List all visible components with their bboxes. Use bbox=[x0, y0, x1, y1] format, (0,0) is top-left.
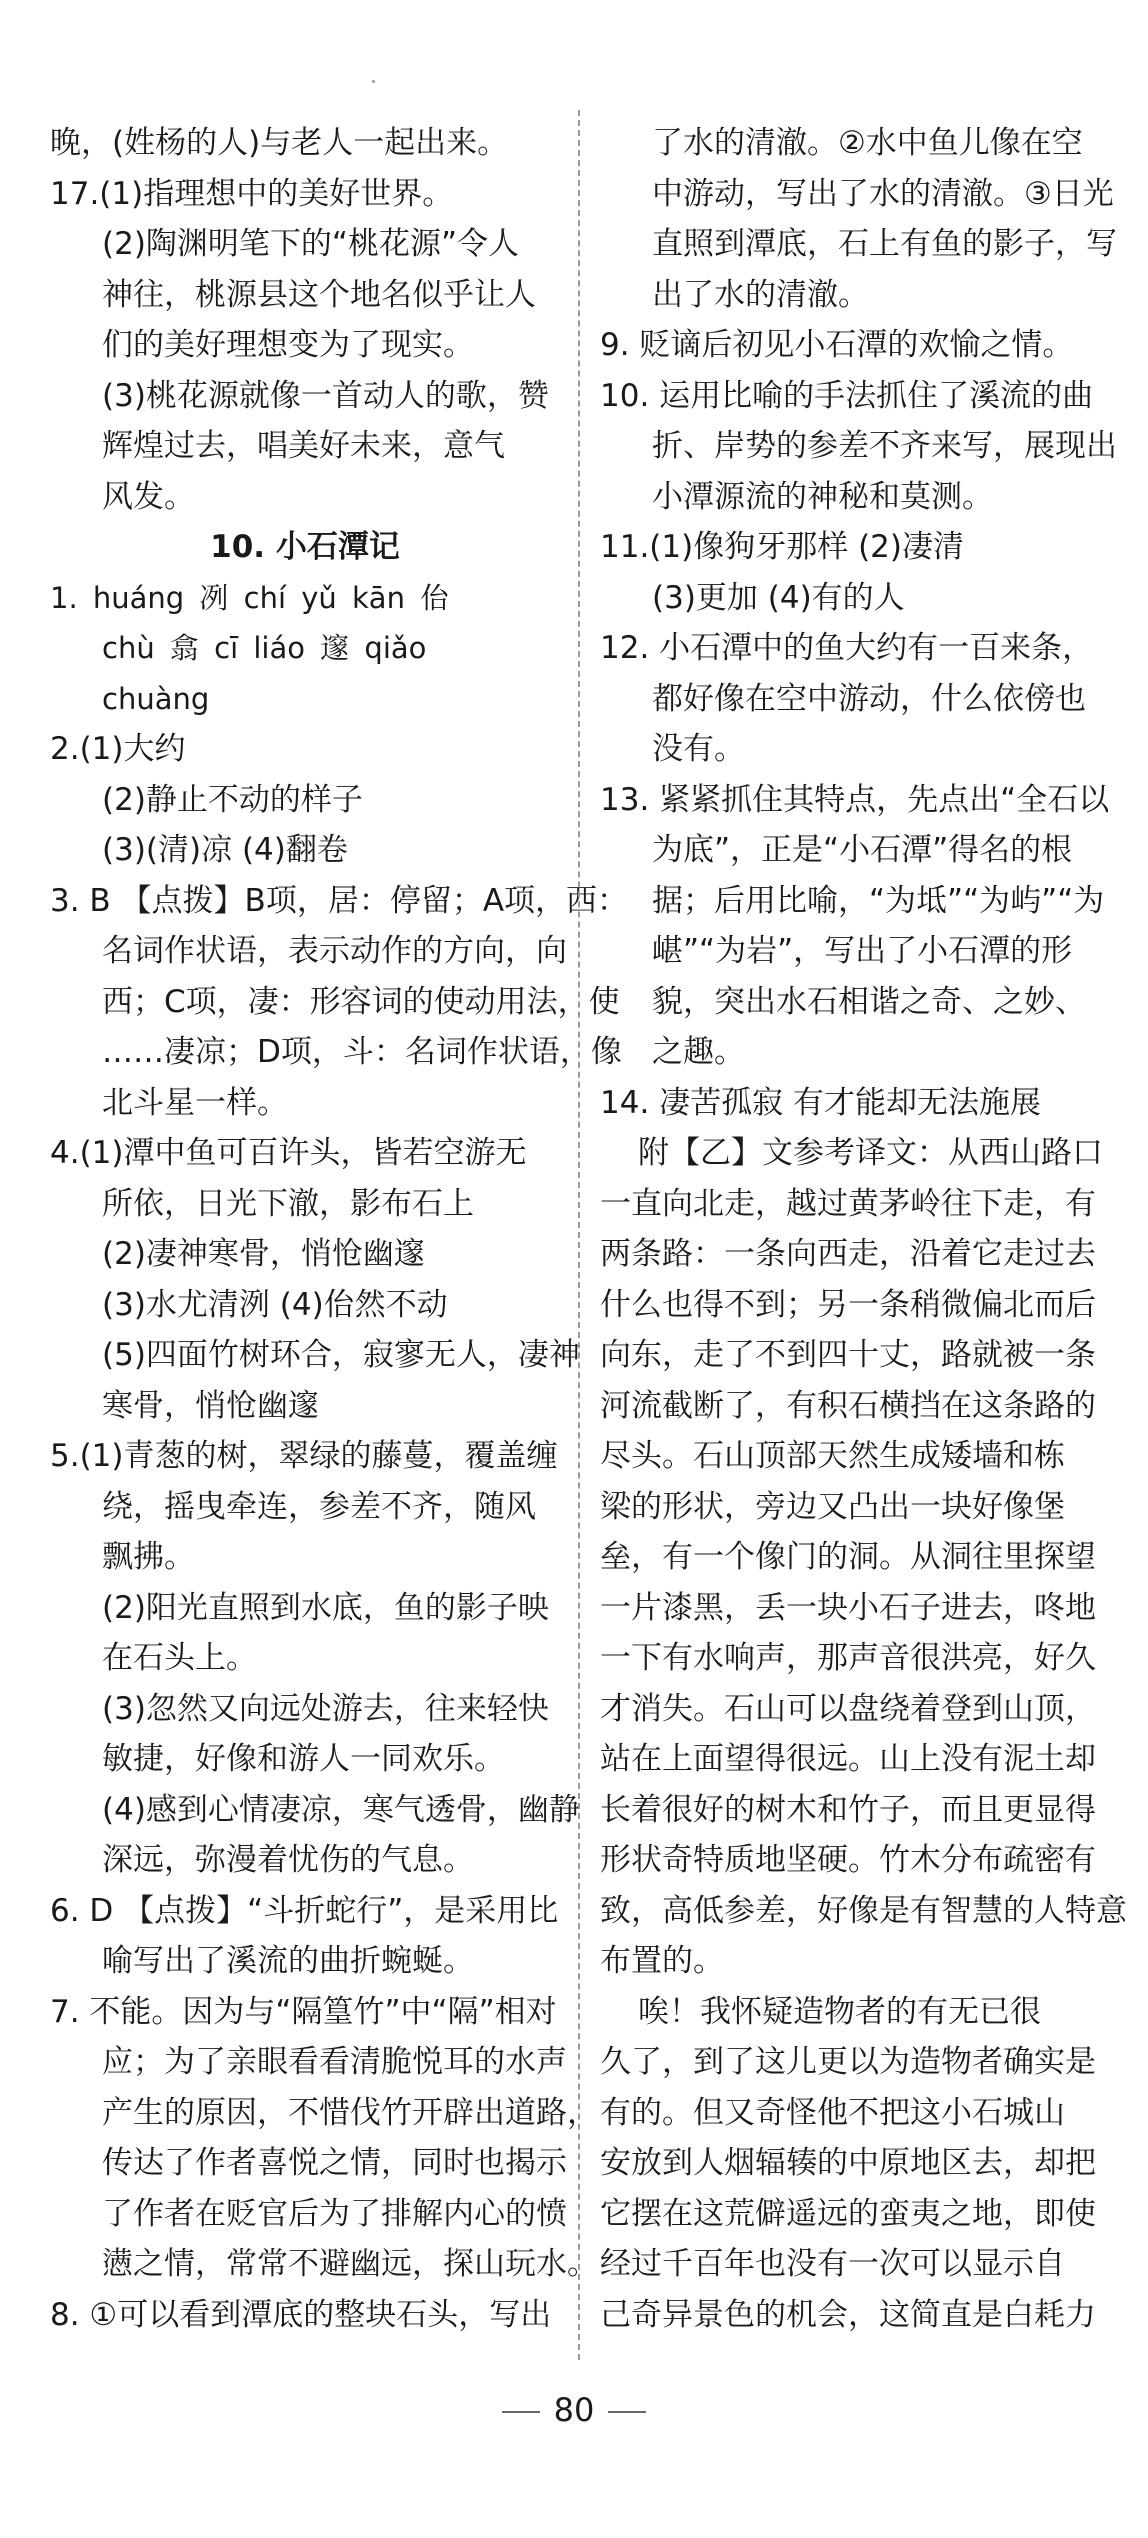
page-number: 80 bbox=[553, 2391, 595, 2429]
text-line: 了水的清澈。②水中鱼儿像在空 bbox=[652, 125, 1083, 161]
text-line: (3)忽然又向远处游去，往来轻快 bbox=[102, 1690, 549, 1727]
text-line: 产生的原因，不惜伐竹开辟出道路， bbox=[102, 2094, 598, 2131]
footer-dash-right bbox=[608, 2411, 646, 2413]
text-line: 中游动，写出了水的清澈。③日光 bbox=[652, 175, 1114, 212]
text-line: 名词作状语，表示动作的方向，向 bbox=[102, 933, 567, 969]
text-line: 它摆在这荒僻遥远的蛮夷之地，即使 bbox=[600, 2195, 1096, 2232]
text-line: 出了水的清澈。 bbox=[652, 276, 869, 313]
text-line: 10. 运用比喻的手法抓住了溪流的曲 bbox=[600, 377, 1094, 414]
text-line: ……凄凉；D项，斗：名词作状语，像 bbox=[102, 1034, 622, 1070]
text-line: 神往，桃源县这个地名似乎让人 bbox=[102, 276, 536, 313]
text-line: 懑之情，常常不避幽远，探山玩水。 bbox=[102, 2246, 598, 2282]
text-line: 唉！我怀疑造物者的有无已很 bbox=[638, 1993, 1041, 2030]
text-line: 布置的。 bbox=[600, 1943, 724, 1979]
text-line: 才消失。石山可以盘绕着登到山顶， bbox=[600, 1690, 1096, 1727]
text-line: 久了，到了这儿更以为造物者确实是 bbox=[600, 2044, 1096, 2080]
text-line: 晚，(姓杨的人)与老人一起出来。 bbox=[50, 125, 509, 161]
text-line: 己奇异景色的机会，这简直是白耗力 bbox=[600, 2296, 1096, 2333]
text-line: (3)(清)凉 (4)翻卷 bbox=[102, 832, 348, 868]
text-line: 14. 凄苦孤寂 有才能却无法施展 bbox=[600, 1084, 1042, 1121]
text-line: 了作者在贬官后为了排解内心的愤 bbox=[102, 2195, 567, 2232]
text-line: 安放到人烟辐辏的中原地区去，却把 bbox=[600, 2145, 1096, 2181]
text-line: 直照到潭底，石上有鱼的影子，写 bbox=[652, 226, 1117, 262]
text-line: 6. D 【点拨】“斗折蛇行”，是采用比 bbox=[50, 1892, 559, 1929]
text-line: 河流截断了，有积石横挡在这条路的 bbox=[600, 1387, 1096, 1424]
text-line: 9. 贬谪后初见小石潭的欢愉之情。 bbox=[600, 327, 1074, 363]
text-line: 附【乙】文参考译文：从西山路口 bbox=[638, 1135, 1103, 1171]
text-line: 17.(1)指理想中的美好世界。 bbox=[50, 175, 454, 212]
text-line: 有的。但又奇怪他不把这小石城山 bbox=[600, 2094, 1065, 2131]
text-line: 绕，摇曳牵连，参差不齐，随风 bbox=[102, 1488, 536, 1525]
text-line: 没有。 bbox=[652, 731, 745, 767]
text-line: 7. 不能。因为与“隔篁竹”中“隔”相对 bbox=[50, 1993, 557, 2030]
text-line: (5)四面竹树环合，寂寥无人，凄神 bbox=[102, 1337, 580, 1373]
text-line: 致，高低参差，好像是有智慧的人特意 bbox=[600, 1892, 1127, 1929]
text-line: 一下有水响声，那声音很洪亮，好久 bbox=[600, 1640, 1096, 1676]
text-line: 3. B 【点拨】B项，居：停留；A项，西： bbox=[50, 882, 629, 919]
text-line: 貌，突出水石相谐之奇、之妙、 bbox=[652, 983, 1086, 1020]
text-line: 尽头。石山顶部天然生成矮墙和栋 bbox=[600, 1438, 1065, 1474]
text-line: 4.(1)潭中鱼可百许头，皆若空游无 bbox=[50, 1135, 527, 1171]
text-line: 2.(1)大约 bbox=[50, 731, 186, 767]
text-line: 一片漆黑，丢一块小石子进去，咚地 bbox=[600, 1589, 1096, 1626]
text-line: 喻写出了溪流的曲折蜿蜒。 bbox=[102, 1943, 474, 1979]
left-column bbox=[50, 118, 629, 2340]
text-line: 之趣。 bbox=[652, 1034, 745, 1070]
text-line: (3)水尤清洌 (4)佁然不动 bbox=[102, 1286, 448, 1323]
text-line: 敏捷，好像和游人一同欢乐。 bbox=[102, 1741, 505, 1777]
text-line: 12. 小石潭中的鱼大约有一百来条， bbox=[600, 630, 1094, 666]
text-line: 站在上面望得很远。山上没有泥土却 bbox=[600, 1741, 1096, 1777]
text-line: 北斗星一样。 bbox=[102, 1084, 288, 1121]
text-line: 13. 紧紧抓住其特点，先点出“全石以 bbox=[600, 781, 1110, 818]
text-line: 寒骨，悄怆幽邃 bbox=[102, 1387, 319, 1424]
text-line: (4)感到心情凄凉，寒气透骨，幽静 bbox=[102, 1791, 580, 1828]
text-line: chuàng bbox=[102, 681, 210, 716]
text-line: 应；为了亲眼看看清脆悦耳的水声 bbox=[102, 2044, 567, 2080]
text-line: 梁的形状，旁边又凸出一块好像堡 bbox=[600, 1488, 1065, 1525]
text-line: 们的美好理想变为了现实。 bbox=[102, 327, 474, 363]
text-line: 形状奇特质地坚硬。竹木分布疏密有 bbox=[600, 1842, 1096, 1878]
scan-speck bbox=[372, 80, 375, 83]
text-line: (2)陶渊明笔下的“桃花源”令人 bbox=[102, 226, 520, 262]
text-line: 飘拂。 bbox=[102, 1539, 195, 1575]
text-line: 一直向北走，越过黄茅岭往下走，有 bbox=[600, 1185, 1096, 1222]
section-title: 10. 小石潭记 bbox=[210, 529, 400, 565]
text-line: (3)更加 (4)有的人 bbox=[652, 579, 905, 616]
text-line: 嵁”“为岩”，写出了小石潭的形 bbox=[652, 933, 1073, 969]
column-divider bbox=[578, 110, 580, 2360]
text-line: chù 翕 cī liáo 邃 qiǎo bbox=[102, 631, 427, 665]
text-line: 11.(1)像狗牙那样 (2)凄清 bbox=[600, 529, 964, 565]
text-line: 为底”，正是“小石潭”得名的根 bbox=[652, 832, 1073, 868]
text-line: (2)静止不动的样子 bbox=[102, 781, 363, 818]
text-line: 什么也得不到；另一条稍微偏北而后 bbox=[600, 1286, 1096, 1323]
text-line: 在石头上。 bbox=[102, 1640, 257, 1676]
text-line: 小潭源流的神秘和莫测。 bbox=[652, 478, 993, 515]
text-line: 西；C项，凄：形容词的使动用法，使 bbox=[102, 983, 620, 1020]
page-number-footer bbox=[0, 2390, 1148, 2430]
text-line: 5.(1)青葱的树，翠绿的藤蔓，覆盖缠 bbox=[50, 1438, 558, 1474]
text-line: 据；后用比喻，“为坻”“为屿”“为 bbox=[652, 882, 1105, 919]
right-column bbox=[600, 118, 1127, 2340]
text-line: (3)桃花源就像一首动人的歌，赞 bbox=[102, 377, 549, 414]
text-line: 垒，有一个像门的洞。从洞往里探望 bbox=[600, 1539, 1096, 1575]
text-line: 1. huáng 冽 chí yǔ kān 佁 bbox=[50, 580, 450, 615]
text-line: 经过千百年也没有一次可以显示自 bbox=[600, 2246, 1065, 2282]
text-line: 8. ①可以看到潭底的整块石头，写出 bbox=[50, 2296, 552, 2333]
text-line: (2)阳光直照到水底，鱼的影子映 bbox=[102, 1589, 549, 1626]
text-line: 传达了作者喜悦之情，同时也揭示 bbox=[102, 2145, 567, 2181]
footer-dash-left bbox=[502, 2411, 540, 2413]
text-line: 深远，弥漫着忧伤的气息。 bbox=[102, 1842, 474, 1878]
text-line: 两条路：一条向西走，沿着它走过去 bbox=[600, 1236, 1096, 1272]
text-line: 长着很好的树木和竹子，而且更显得 bbox=[600, 1791, 1096, 1828]
text-line: 都好像在空中游动，什么依傍也 bbox=[652, 680, 1086, 717]
text-line: 风发。 bbox=[102, 478, 195, 515]
text-line: (2)凄神寒骨，悄怆幽邃 bbox=[102, 1236, 425, 1272]
text-line: 所依，日光下澈，影布石上 bbox=[102, 1185, 474, 1222]
text-line: 辉煌过去，唱美好未来，意气 bbox=[102, 428, 505, 464]
text-line: 折、岸势的参差不齐来写，展现出 bbox=[652, 428, 1117, 464]
text-line: 向东，走了不到四十丈，路就被一条 bbox=[600, 1337, 1096, 1373]
